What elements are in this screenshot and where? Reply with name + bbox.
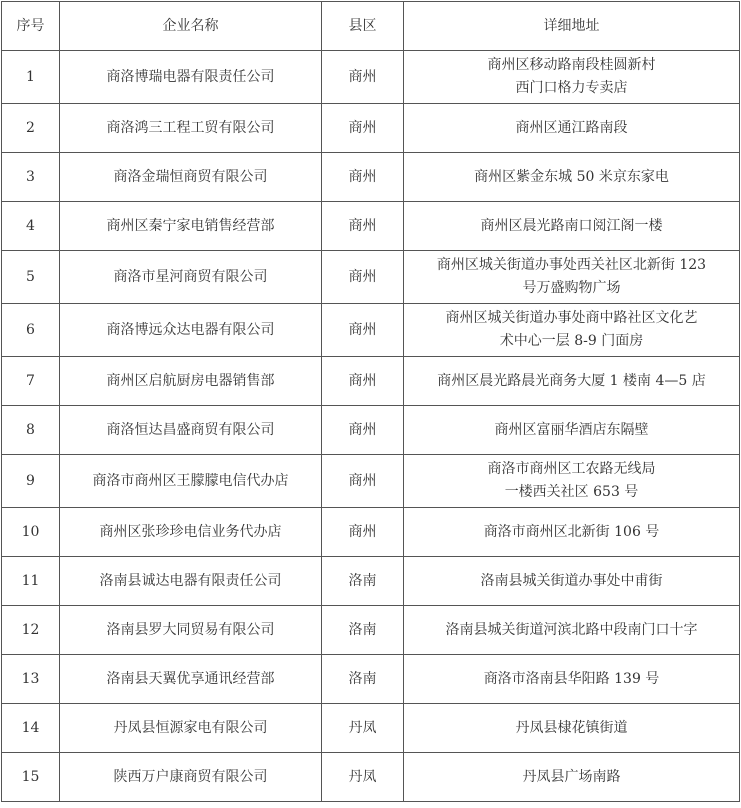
cell-name: 商洛博瑞电器有限责任公司	[60, 51, 322, 104]
cell-name: 商洛博远众达电器有限公司	[60, 304, 322, 357]
cell-seq: 9	[2, 455, 60, 508]
cell-address	[404, 606, 740, 655]
cell-name: 洛南县诚达电器有限责任公司	[60, 557, 322, 606]
enterprise-table	[1, 1, 740, 802]
address-line: 商洛市商州区工农路无线局	[487, 461, 656, 477]
address-line: 商州区富丽华酒店东隔壁	[494, 421, 649, 438]
cell-address	[404, 153, 740, 202]
cell-seq: 14	[2, 704, 60, 753]
cell-seq: 11	[2, 557, 60, 606]
cell-county: 商州	[322, 406, 404, 455]
cell-address	[404, 704, 740, 753]
table-row	[2, 251, 740, 304]
address-line: 术中心一层 8-9 门面房	[499, 333, 644, 349]
header-county: 县区	[322, 2, 404, 51]
cell-name: 陕西万户康商贸有限公司	[60, 753, 322, 802]
cell-address	[404, 557, 740, 606]
address-line: 丹凤县棣花镇街道	[515, 719, 628, 736]
table-row	[2, 357, 740, 406]
cell-address	[404, 357, 740, 406]
cell-name: 洛南县天翼优享通讯经营部	[60, 655, 322, 704]
cell-seq: 8	[2, 406, 60, 455]
cell-county: 洛南	[322, 606, 404, 655]
cell-seq: 10	[2, 508, 60, 557]
cell-seq: 15	[2, 753, 60, 802]
cell-county: 丹凤	[322, 753, 404, 802]
cell-name: 商州区张珍珍电信业务代办店	[60, 508, 322, 557]
table-row	[2, 508, 740, 557]
cell-name: 商洛金瑞恒商贸有限公司	[60, 153, 322, 202]
cell-address	[404, 508, 740, 557]
cell-seq: 1	[2, 51, 60, 104]
address-line: 商州区移动路南段桂圆新村	[487, 57, 656, 73]
cell-seq: 4	[2, 202, 60, 251]
header-address: 详细地址	[404, 2, 740, 51]
address-line: 商州区通江路南段	[515, 119, 628, 136]
cell-seq: 13	[2, 655, 60, 704]
cell-address	[404, 753, 740, 802]
address-line: 商州区城关街道办事处商中路社区文化艺	[445, 310, 698, 326]
address-line: 商洛市商州区北新街 106 号	[483, 523, 660, 540]
cell-seq: 7	[2, 357, 60, 406]
cell-county: 丹凤	[322, 704, 404, 753]
cell-county: 商州	[322, 251, 404, 304]
table-row	[2, 153, 740, 202]
cell-name: 商州区秦宁家电销售经营部	[60, 202, 322, 251]
cell-address	[404, 406, 740, 455]
cell-name: 商洛市商州区王朦朦电信代办店	[60, 455, 322, 508]
address-line: 商州区晨光路南口阅江阁一楼	[480, 217, 663, 234]
address-line: 商洛市洛南县华阳路 139 号	[483, 670, 660, 687]
cell-address	[404, 455, 740, 508]
cell-seq: 5	[2, 251, 60, 304]
cell-county: 商州	[322, 202, 404, 251]
header-seq: 序号	[2, 2, 60, 51]
cell-name: 商洛鸿三工程工贸有限公司	[60, 104, 322, 153]
address-line: 商州区紫金东城 50 米京东家电	[474, 168, 669, 185]
cell-name: 商洛市星河商贸有限公司	[60, 251, 322, 304]
cell-county: 商州	[322, 508, 404, 557]
table-header-row	[2, 2, 740, 51]
cell-name: 商洛恒达昌盛商贸有限公司	[60, 406, 322, 455]
cell-county: 商州	[322, 51, 404, 104]
table-row	[2, 655, 740, 704]
cell-address	[404, 655, 740, 704]
cell-county: 洛南	[322, 557, 404, 606]
cell-seq: 12	[2, 606, 60, 655]
cell-seq: 6	[2, 304, 60, 357]
table-row	[2, 104, 740, 153]
header-name: 企业名称	[60, 2, 322, 51]
cell-seq: 2	[2, 104, 60, 153]
cell-county: 商州	[322, 455, 404, 508]
address-line: 商州区晨光路晨光商务大厦 1 楼南 4—5 店	[437, 372, 706, 389]
cell-name: 丹凤县恒源家电有限公司	[60, 704, 322, 753]
table-row	[2, 406, 740, 455]
cell-address	[404, 202, 740, 251]
table-row	[2, 455, 740, 508]
address-line: 丹凤县广场南路	[522, 768, 621, 785]
cell-address	[404, 51, 740, 104]
cell-county: 商州	[322, 357, 404, 406]
cell-name: 商州区启航厨房电器销售部	[60, 357, 322, 406]
table-row	[2, 704, 740, 753]
cell-county: 商州	[322, 104, 404, 153]
table-body	[2, 51, 740, 802]
cell-county: 洛南	[322, 655, 404, 704]
cell-address	[404, 304, 740, 357]
address-line: 西门口格力专卖店	[515, 80, 628, 96]
address-line: 商州区城关街道办事处西关社区北新街 123	[436, 257, 707, 273]
table-row	[2, 606, 740, 655]
cell-county: 商州	[322, 153, 404, 202]
table-row	[2, 51, 740, 104]
address-line: 洛南县城关街道办事处中甫街	[480, 572, 663, 589]
address-line: 一楼西关社区 653 号	[504, 484, 639, 500]
table-row	[2, 304, 740, 357]
cell-address	[404, 104, 740, 153]
address-line: 号万盛购物广场	[522, 280, 621, 296]
cell-seq: 3	[2, 153, 60, 202]
table-row	[2, 557, 740, 606]
cell-name: 洛南县罗大同贸易有限公司	[60, 606, 322, 655]
table-row	[2, 202, 740, 251]
cell-address	[404, 251, 740, 304]
cell-county: 商州	[322, 304, 404, 357]
address-line: 洛南县城关街道河滨北路中段南门口十字	[445, 621, 698, 638]
table-row	[2, 753, 740, 802]
